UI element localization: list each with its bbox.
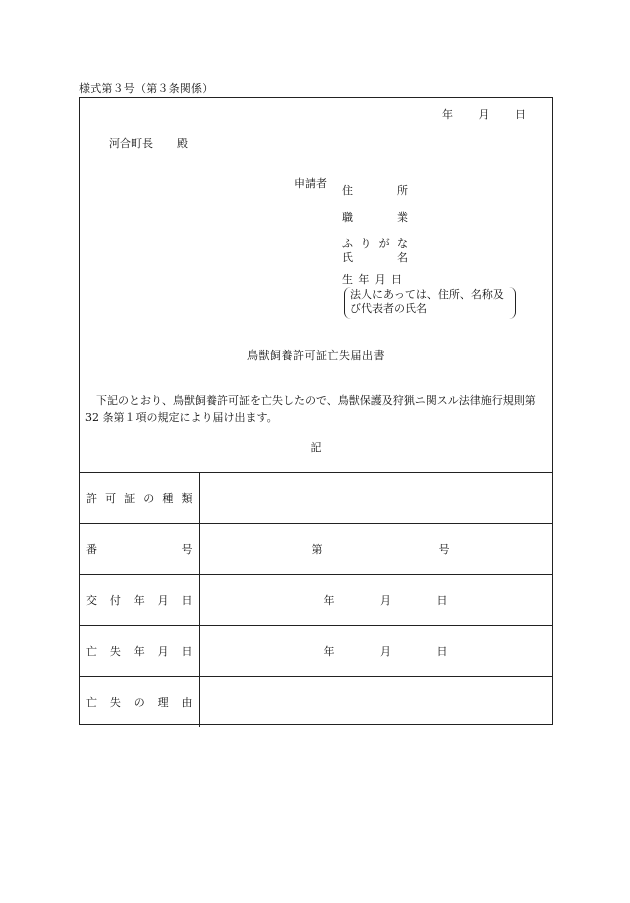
label-char: 付 bbox=[109, 594, 121, 607]
ki-heading: 記 bbox=[310, 441, 322, 454]
permit-type-label bbox=[80, 473, 199, 524]
value-char: 日 bbox=[436, 594, 448, 607]
label-char: 交 bbox=[86, 594, 97, 607]
form-number: 様式第３号（第３条関係） bbox=[79, 82, 214, 95]
label-char: の bbox=[143, 492, 155, 505]
label-char: 所 bbox=[397, 184, 408, 197]
label-char: 名 bbox=[397, 251, 408, 264]
applicant-address-label bbox=[342, 182, 408, 198]
label-char: 類 bbox=[181, 492, 193, 505]
applicant-birthdate-label bbox=[342, 271, 402, 287]
applicant-name-label bbox=[342, 249, 408, 265]
document-title: 鳥獣飼養許可証亡失届出書 bbox=[247, 349, 385, 362]
issue-date-value[interactable] bbox=[199, 575, 552, 626]
label-char: 証 bbox=[124, 492, 136, 505]
value-char: 第 bbox=[311, 543, 323, 556]
addressee-name: 河合町長 bbox=[109, 137, 153, 150]
table-row bbox=[80, 524, 552, 575]
applicant-label: 申請者 bbox=[294, 177, 327, 190]
value-char: 日 bbox=[436, 645, 448, 658]
label-char: 許 bbox=[86, 492, 97, 505]
label-char: 号 bbox=[181, 543, 193, 556]
body-text: 下記のとおり、鳥獣飼養許可証を亡失したので、鳥獣保護及狩猟ニ関スル法律施行規則第 32 条第１項の規定により届け出ます。 bbox=[85, 394, 536, 424]
label-char: 日 bbox=[181, 645, 193, 658]
label-char: 住 bbox=[342, 184, 353, 197]
label-char: の bbox=[133, 696, 145, 709]
label-char: 年 bbox=[358, 273, 370, 286]
label-char: 由 bbox=[181, 696, 193, 709]
label-char: な bbox=[396, 237, 408, 250]
label-char: 亡 bbox=[86, 645, 97, 658]
number-label bbox=[80, 524, 199, 575]
label-char: 年 bbox=[133, 645, 145, 658]
value-char: 月 bbox=[380, 594, 391, 607]
loss-date-label bbox=[80, 626, 199, 677]
detail-table bbox=[80, 472, 552, 727]
loss-reason-value[interactable] bbox=[199, 677, 552, 728]
table-row bbox=[80, 626, 552, 677]
date-month-label: 月 bbox=[478, 108, 490, 121]
label-char: 種 bbox=[162, 492, 174, 505]
addressee-honorific: 殿 bbox=[177, 137, 188, 150]
date-day-label: 日 bbox=[515, 108, 526, 121]
value-char: 年 bbox=[323, 594, 335, 607]
label-char: 理 bbox=[157, 696, 169, 709]
value-char: 年 bbox=[323, 645, 335, 658]
label-char: 可 bbox=[105, 492, 117, 505]
loss-date-value[interactable] bbox=[199, 626, 552, 677]
label-char: 年 bbox=[133, 594, 145, 607]
label-char: 月 bbox=[157, 645, 169, 658]
form-frame bbox=[79, 97, 553, 725]
label-char: が bbox=[378, 237, 390, 250]
label-char: 生 bbox=[342, 273, 353, 286]
addressee bbox=[109, 135, 188, 151]
label-char: 月 bbox=[374, 273, 386, 286]
loss-reason-label bbox=[80, 677, 199, 728]
table-row bbox=[80, 575, 552, 626]
label-char: 日 bbox=[181, 594, 193, 607]
corporation-note: 法人にあっては、住所、名称及び代表者の氏名 bbox=[344, 287, 516, 319]
label-char: ふ bbox=[342, 237, 353, 250]
number-value[interactable] bbox=[199, 524, 552, 575]
issue-date-label bbox=[80, 575, 199, 626]
label-char: 月 bbox=[157, 594, 169, 607]
label-char: 亡 bbox=[86, 696, 97, 709]
label-char: 失 bbox=[109, 696, 121, 709]
value-char: 号 bbox=[438, 543, 450, 556]
permit-type-value[interactable] bbox=[199, 473, 552, 524]
applicant-occupation-label bbox=[342, 209, 408, 225]
label-char: 職 bbox=[342, 211, 353, 224]
label-char: 失 bbox=[109, 645, 121, 658]
label-char: 氏 bbox=[342, 251, 353, 264]
label-char: り bbox=[360, 237, 372, 250]
label-char: 業 bbox=[397, 211, 408, 224]
label-char: 番 bbox=[86, 543, 97, 556]
header-date bbox=[442, 106, 526, 122]
date-year-label: 年 bbox=[442, 108, 453, 121]
value-char: 月 bbox=[380, 645, 391, 658]
table-row bbox=[80, 677, 552, 728]
label-char: 日 bbox=[390, 273, 402, 286]
table-row bbox=[80, 473, 552, 524]
